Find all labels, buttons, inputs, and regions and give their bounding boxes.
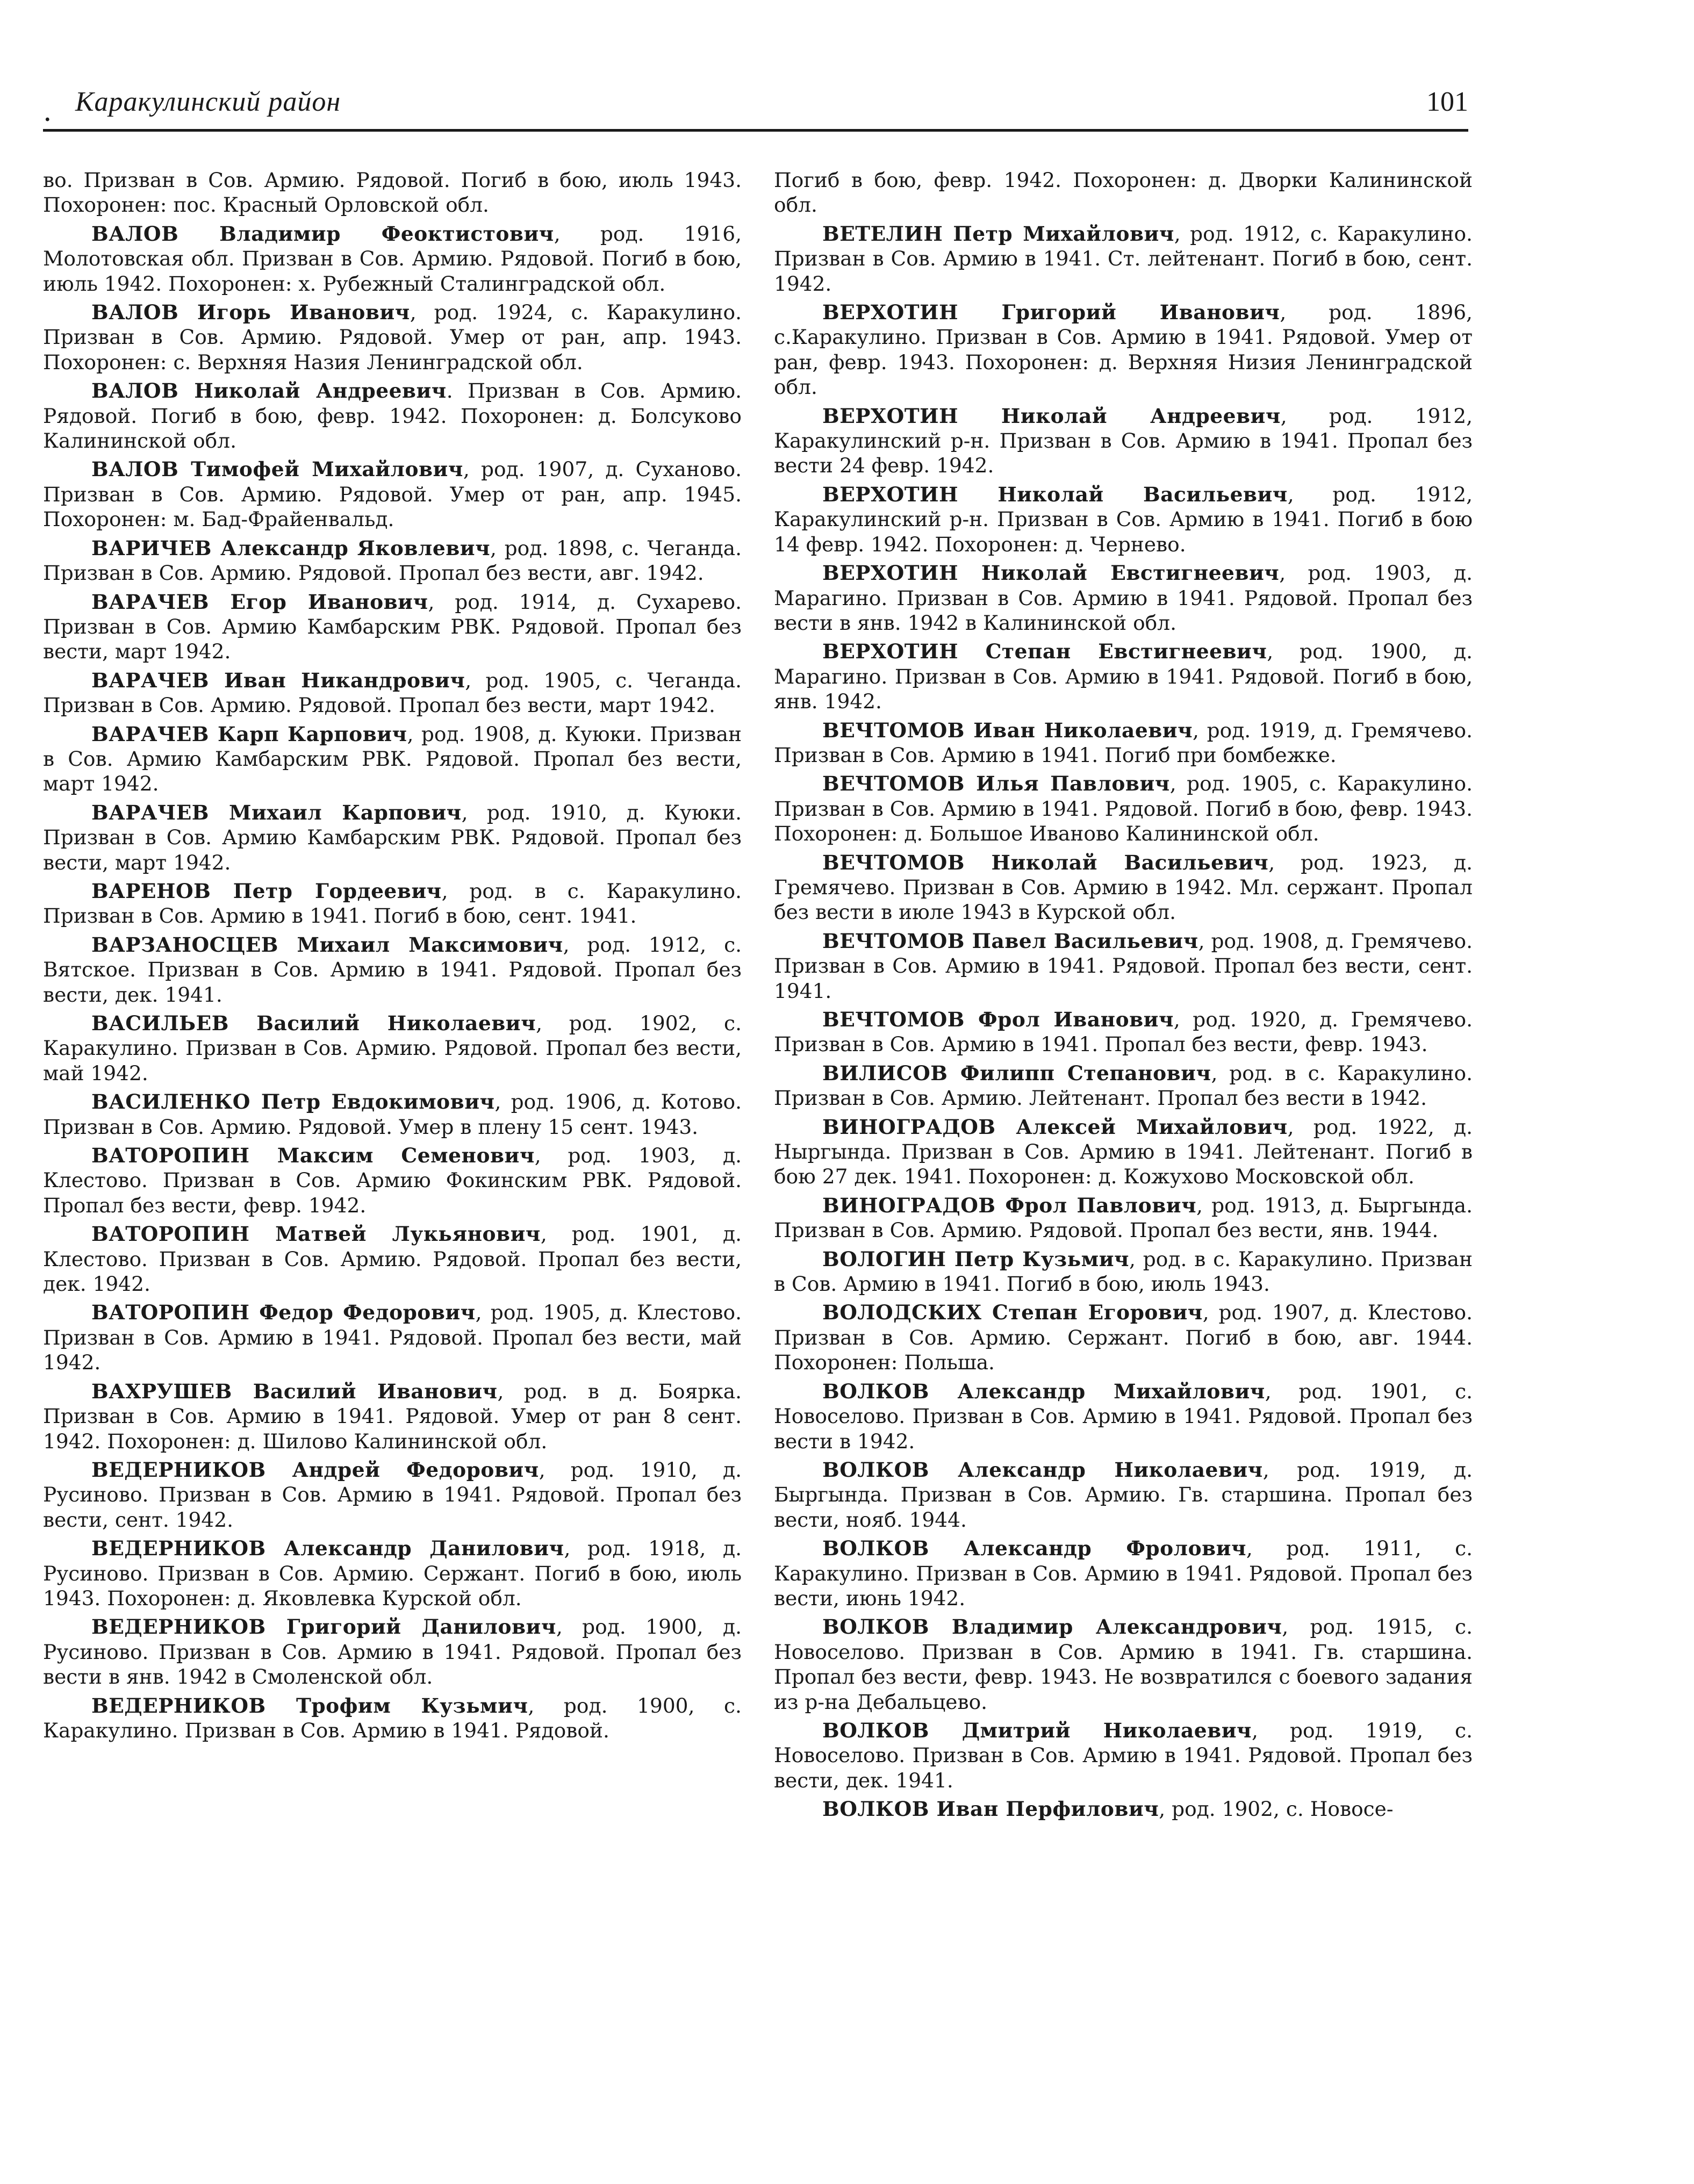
entry-text: , род. 1912, с. Каракулино. Призван в Сов. Армию в 1941. Ст. лейтенант. Погиб в бою, сент. 1942. bbox=[774, 221, 1473, 296]
memorial-entry bbox=[774, 1300, 1473, 1375]
entry-text: , род. 1922, д. Ныргында. Призван в Сов. Армию в 1941. Лейтенант. Погиб в бою 27 дек. 1941. Похоронен: д. Кожухово Московской обл. bbox=[774, 1115, 1473, 1189]
entry-text: , род. 1907, д. Клестово. Призван в Сов. Армию. Сержант. Погиб в бою, авг. 1944. Похоронен: Польша. bbox=[774, 1301, 1473, 1375]
entry-text: , род. 1903, д. Марагино. Призван в Сов. Армию в 1941. Рядовой. Пропал без вести в янв. 1942 в Калининской обл. bbox=[774, 561, 1473, 635]
memorial-entry bbox=[43, 300, 742, 375]
entry-text: , род. 1914, д. Сухарево. Призван в Сов. Армию Камбарским РВК. Рядовой. Пропал без вести, март 1942. bbox=[43, 590, 742, 664]
memorial-entry bbox=[43, 1536, 742, 1611]
entry-text: , род. 1905, с. Чеганда. Призван в Сов. Армию. Рядовой. Пропал без вести, март 1942. bbox=[43, 668, 742, 717]
entry-name: ВЕЧТОМОВ Иван Николаевич bbox=[822, 718, 1193, 742]
entry-name: ВАЛОВ Игорь Иванович bbox=[91, 300, 410, 325]
entry-name: ВЕРХОТИН Николай Васильевич bbox=[822, 482, 1288, 506]
memorial-entry bbox=[774, 1614, 1473, 1714]
memorial-entry bbox=[43, 1222, 742, 1296]
memorial-entry bbox=[774, 1061, 1473, 1111]
entry-name: ВАРИЧЕВ Александр Яковлевич bbox=[91, 536, 491, 560]
memorial-entry bbox=[774, 1718, 1473, 1793]
memorial-entry bbox=[774, 404, 1473, 478]
entry-text: , род. в с. Каракулино. Призван в Сов. Армию в 1941. Погиб в бою, сент. 1941. bbox=[43, 879, 742, 928]
entry-name: ВЕДЕРНИКОВ Александр Данилович bbox=[91, 1536, 564, 1561]
memorial-entry bbox=[774, 718, 1473, 768]
memorial-entry bbox=[43, 668, 742, 718]
entry-name: ВЕРХОТИН Николай Евстигнеевич bbox=[822, 561, 1280, 585]
memorial-entry bbox=[43, 1693, 742, 1743]
entry-name: ВЕЧТОМОВ Павел Васильевич bbox=[822, 929, 1198, 953]
entry-text: , род. 1919, д. Гремячево. Призван в Сов. Армию в 1941. Погиб при бомбежке. bbox=[774, 718, 1473, 767]
memorial-entry bbox=[774, 1457, 1473, 1532]
entry-text: . Призван в Сов. Армию. Рядовой. Погиб в бою, февр. 1942. Похоронен: д. Болсуково Калининской обл. bbox=[43, 379, 742, 453]
entry-name: ВАСИЛЕНКО Петр Евдокимович bbox=[91, 1090, 495, 1114]
entry-text: Погиб в бою, февр. 1942. Похоронен: д. Дворки Калининской обл. bbox=[774, 168, 1473, 217]
entry-text: , род. 1908, д. Куюки. Призван в Сов. Армию Камбарским РВК. Рядовой. Пропал без вести, март 1942. bbox=[43, 722, 742, 796]
entry-name: ВАТОРОПИН Матвей Лукьянович bbox=[91, 1222, 541, 1246]
entry-name: ВЕЧТОМОВ Фрол Иванович bbox=[822, 1008, 1174, 1031]
memorial-entry bbox=[43, 800, 742, 875]
entry-text: , род. 1916, Молотовская обл. Призван в Сов. Армию. Рядовой. Погиб в бою, июль 1942. Похоронен: х. Рубежный Сталинградской обл. bbox=[43, 221, 742, 296]
memorial-entry bbox=[43, 1143, 742, 1218]
entry-name: ВАРАЧЕВ Михаил Карпович bbox=[91, 800, 462, 824]
entry-name: ВОЛКОВ Иван Перфилович bbox=[822, 1797, 1159, 1821]
entry-text: , род. 1906, д. Котово. Призван в Сов. Армию. Рядовой. Умер в плену 15 сент. 1943. bbox=[43, 1090, 742, 1139]
memorial-entry bbox=[43, 1089, 742, 1139]
entry-text: , род. 1908, д. Гремячево. Призван в Сов. Армию в 1941. Рядовой. Пропал без вести, сент. 1941. bbox=[774, 929, 1473, 1003]
entry-name: ВЕТЕЛИН Петр Михайлович bbox=[822, 221, 1174, 246]
entry-text: , род. 1915, с. Новоселово. Призван в Сов. Армию в 1941. Гв. старшина. Пропал без вести, февр. 1943. Не возвратился с боевого задания из р-на Дебальцево. bbox=[774, 1615, 1473, 1714]
header-mark: . bbox=[43, 96, 52, 128]
memorial-entry bbox=[774, 168, 1473, 218]
entry-name: ВАРАЧЕВ Егор Иванович bbox=[91, 590, 428, 614]
memorial-entry bbox=[43, 1457, 742, 1532]
memorial-entry bbox=[43, 932, 742, 1007]
header-title: Каракулинский район bbox=[75, 87, 341, 117]
memorial-entry bbox=[43, 1379, 742, 1454]
entry-text: , род. 1902, с. Новосе- bbox=[1159, 1797, 1394, 1821]
memorial-entry bbox=[43, 722, 742, 796]
entry-name: ВАЛОВ Николай Андреевич bbox=[91, 379, 447, 403]
memorial-entry bbox=[774, 639, 1473, 714]
entry-text: , род. 1924, с. Каракулино. Призван в Сов. Армию. Рядовой. Умер от ран, апр. 1943. Похоронен: с. Верхняя Назия Ленинградской обл. bbox=[43, 300, 742, 374]
entry-name: ВОЛКОВ Александр Николаевич bbox=[822, 1457, 1263, 1482]
memorial-entry bbox=[43, 1614, 742, 1689]
entry-text: , род. в с. Каракулино. Призван в Сов. Армию. Лейтенант. Пропал без вести в 1942. bbox=[774, 1061, 1473, 1110]
entry-name: ВАХРУШЕВ Василий Иванович bbox=[91, 1379, 498, 1403]
entry-name: ВАРЗАНОСЦЕВ Михаил Максимович bbox=[91, 932, 563, 957]
entry-text: , род. 1912, Каракулинский р-н. Призван в Сов. Армию в 1941. Пропал без вести 24 февр. 1942. bbox=[774, 404, 1473, 478]
entry-name: ВЕРХОТИН Николай Андреевич bbox=[822, 404, 1281, 428]
memorial-entry bbox=[43, 1300, 742, 1375]
entry-text: , род. 1901, с. Новоселово. Призван в Сов. Армию в 1941. Рядовой. Пропал без вести в 1942. bbox=[774, 1379, 1473, 1453]
entry-text: , род. 1896, с.Каракулино. Призван в Сов. Армию в 1941. Рядовой. Умер от ран, февр. 1943. Похоронен: д. Верхняя Низия Ленинградской обл. bbox=[774, 300, 1473, 399]
entry-name: ВЕРХОТИН Григорий Иванович bbox=[822, 300, 1280, 325]
entry-text: , род. 1907, д. Суханово. Призван в Сов. Армию. Рядовой. Умер от ран, апр. 1945. Похоронен: м. Бад-Фрайенвальд. bbox=[43, 457, 742, 531]
right-column bbox=[774, 168, 1473, 1826]
memorial-entry bbox=[774, 771, 1473, 846]
memorial-entry bbox=[774, 850, 1473, 925]
entry-text: , род. 1901, д. Клестово. Призван в Сов. Армию. Рядовой. Пропал без вести, дек. 1942. bbox=[43, 1222, 742, 1296]
memorial-entry bbox=[43, 378, 742, 453]
entry-text: во. Призван в Сов. Армию. Рядовой. Погиб в бою, июль 1943. Похоронен: пос. Красный Орловской обл. bbox=[43, 168, 742, 217]
entry-text: , род. 1913, д. Быргында. Призван в Сов. Армию. Рядовой. Пропал без вести, янв. 1944. bbox=[774, 1193, 1473, 1242]
entry-name: ВАРЕНОВ Петр Гордеевич bbox=[91, 879, 442, 903]
entry-text: , род. 1903, д. Клестово. Призван в Сов. Армию Фокинским РВК. Рядовой. Пропал без вести, февр. 1942. bbox=[43, 1144, 742, 1217]
entry-text: , род. 1919, д. Быргында. Призван в Сов. Армию. Гв. старшина. Пропал без вести, нояб. 1944. bbox=[774, 1457, 1473, 1532]
entry-name: ВАЛОВ Владимир Феоктистович bbox=[91, 221, 554, 246]
entry-name: ВОЛОГИН Петр Кузьмич bbox=[822, 1247, 1129, 1271]
entry-text: , род. 1910, д. Куюки. Призван в Сов. Армию Камбарским РВК. Рядовой. Пропал без вести, март 1942. bbox=[43, 800, 742, 874]
running-header bbox=[43, 81, 1468, 132]
memorial-entry bbox=[774, 1193, 1473, 1243]
memorial-entry bbox=[774, 929, 1473, 1003]
entry-text: , род. 1911, с. Каракулино. Призван в Сов. Армию в 1941. Рядовой. Пропал без вести, июнь 1942. bbox=[774, 1536, 1473, 1610]
memorial-entry bbox=[43, 457, 742, 531]
memorial-entry bbox=[774, 561, 1473, 635]
memorial-entry bbox=[774, 1247, 1473, 1297]
entry-text: , род. 1902, с. Каракулино. Призван в Сов. Армию. Рядовой. Пропал без вести, май 1942. bbox=[43, 1011, 742, 1085]
entry-name: ВИЛИСОВ Филипп Степанович bbox=[822, 1061, 1211, 1085]
entry-text: , род. 1910, д. Русиново. Призван в Сов. Армию в 1941. Рядовой. Пропал без вести, сент. 1942. bbox=[43, 1457, 742, 1532]
memorial-entry bbox=[774, 1797, 1473, 1821]
entry-name: ВОЛКОВ Александр Фролович bbox=[822, 1536, 1246, 1561]
entry-name: ВЕЧТОМОВ Николай Васильевич bbox=[822, 850, 1269, 874]
memorial-entry bbox=[43, 590, 742, 664]
entry-name: ВАРАЧЕВ Карп Карпович bbox=[91, 722, 407, 746]
entry-text: , род. 1905, д. Клестово. Призван в Сов. Армию в 1941. Рядовой. Пропал без вести, май 1942. bbox=[43, 1301, 742, 1375]
entry-text: , род. 1919, с. Новоселово. Призван в Сов. Армию в 1941. Рядовой. Пропал без вести, дек. 1941. bbox=[774, 1718, 1473, 1792]
memorial-entry bbox=[43, 221, 742, 296]
memorial-entry bbox=[43, 1011, 742, 1086]
entry-name: ВИНОГРАДОВ Фрол Павлович bbox=[822, 1193, 1197, 1217]
memorial-entry bbox=[43, 536, 742, 586]
memorial-entry bbox=[43, 879, 742, 929]
entry-name: ВОЛКОВ Дмитрий Николаевич bbox=[822, 1718, 1252, 1742]
entry-text: , род. в д. Боярка. Призван в Сов. Армию в 1941. Рядовой. Умер от ран 8 сент. 1942. Похоронен: д. Шилово Калининской обл. bbox=[43, 1379, 742, 1453]
memorial-entry bbox=[774, 1536, 1473, 1611]
entry-text: , род. 1900, с. Каракулино. Призван в Сов. Армию в 1941. Рядовой. bbox=[43, 1693, 742, 1742]
entry-text: , род. в с. Каракулино. Призван в Сов. Армию в 1941. Погиб в бою, июль 1943. bbox=[774, 1247, 1473, 1296]
entry-name: ВАТОРОПИН Максим Семенович bbox=[91, 1144, 535, 1168]
entry-text: , род. 1912, с. Вятское. Призван в Сов. Армию в 1941. Рядовой. Пропал без вести, дек. 1941. bbox=[43, 932, 742, 1007]
entry-name: ВЕДЕРНИКОВ Андрей Федорович bbox=[91, 1457, 539, 1482]
memorial-entry bbox=[774, 1007, 1473, 1057]
entry-text: , род. 1905, с. Каракулино. Призван в Сов. Армию в 1941. Рядовой. Погиб в бою, февр. 1943. Похоронен: д. Большое Иваново Калининской обл. bbox=[774, 772, 1473, 846]
entry-name: ВОЛКОВ Владимир Александрович bbox=[822, 1615, 1282, 1639]
entry-text: , род. 1920, д. Гремячево. Призван в Сов. Армию в 1941. Пропал без вести, февр. 1943. bbox=[774, 1008, 1473, 1057]
entry-name: ВАТОРОПИН Федор Федорович bbox=[91, 1301, 476, 1325]
entry-text: , род. 1923, д. Гремячево. Призван в Сов. Армию в 1942. Мл. сержант. Пропал без вести в июле 1943 в Курской обл. bbox=[774, 850, 1473, 924]
entry-text: , род. 1900, д. Русиново. Призван в Сов. Армию в 1941. Рядовой. Пропал без вести в янв. 1942 в Смоленской обл. bbox=[43, 1615, 742, 1689]
entry-name: ВЕЧТОМОВ Илья Павлович bbox=[822, 772, 1170, 796]
memorial-entry bbox=[774, 221, 1473, 296]
left-column bbox=[43, 168, 742, 1747]
entry-name: ВАСИЛЬЕВ Василий Николаевич bbox=[91, 1011, 536, 1035]
entry-name: ВОЛОДСКИХ Степан Егорович bbox=[822, 1301, 1203, 1325]
entry-text: , род. 1900, д. Марагино. Призван в Сов. Армию в 1941. Рядовой. Погиб в бою, янв. 1942. bbox=[774, 640, 1473, 714]
entry-name: ВОЛКОВ Александр Михайлович bbox=[822, 1379, 1265, 1403]
memorial-entry bbox=[774, 1115, 1473, 1189]
entry-text: , род. 1912, Каракулинский р-н. Призван в Сов. Армию в 1941. Погиб в бою 14 февр. 1942. Похоронен: д. Чернево. bbox=[774, 482, 1473, 556]
entry-name: ВАЛОВ Тимофей Михайлович bbox=[91, 457, 463, 482]
entry-name: ВАРАЧЕВ Иван Никандрович bbox=[91, 668, 465, 692]
entry-text: , род. 1918, д. Русиново. Призван в Сов. Армию. Сержант. Погиб в бою, июль 1943. Похоронен: д. Яковлевка Курской обл. bbox=[43, 1536, 742, 1610]
entry-name: ВЕДЕРНИКОВ Григорий Данилович bbox=[91, 1615, 556, 1639]
memorial-entry bbox=[774, 1379, 1473, 1454]
entry-text: , род. 1898, с. Чеганда. Призван в Сов. Армию. Рядовой. Пропал без вести, авг. 1942. bbox=[43, 536, 742, 585]
entry-name: ВЕДЕРНИКОВ Трофим Кузьмич bbox=[91, 1693, 528, 1718]
page-number: 101 bbox=[1426, 87, 1468, 117]
entry-name: ВИНОГРАДОВ Алексей Михайлович bbox=[822, 1115, 1288, 1139]
memorial-entry bbox=[43, 168, 742, 218]
memorial-entry bbox=[774, 300, 1473, 400]
entry-name: ВЕРХОТИН Степан Евстигнеевич bbox=[822, 640, 1267, 664]
memorial-entry bbox=[774, 482, 1473, 557]
